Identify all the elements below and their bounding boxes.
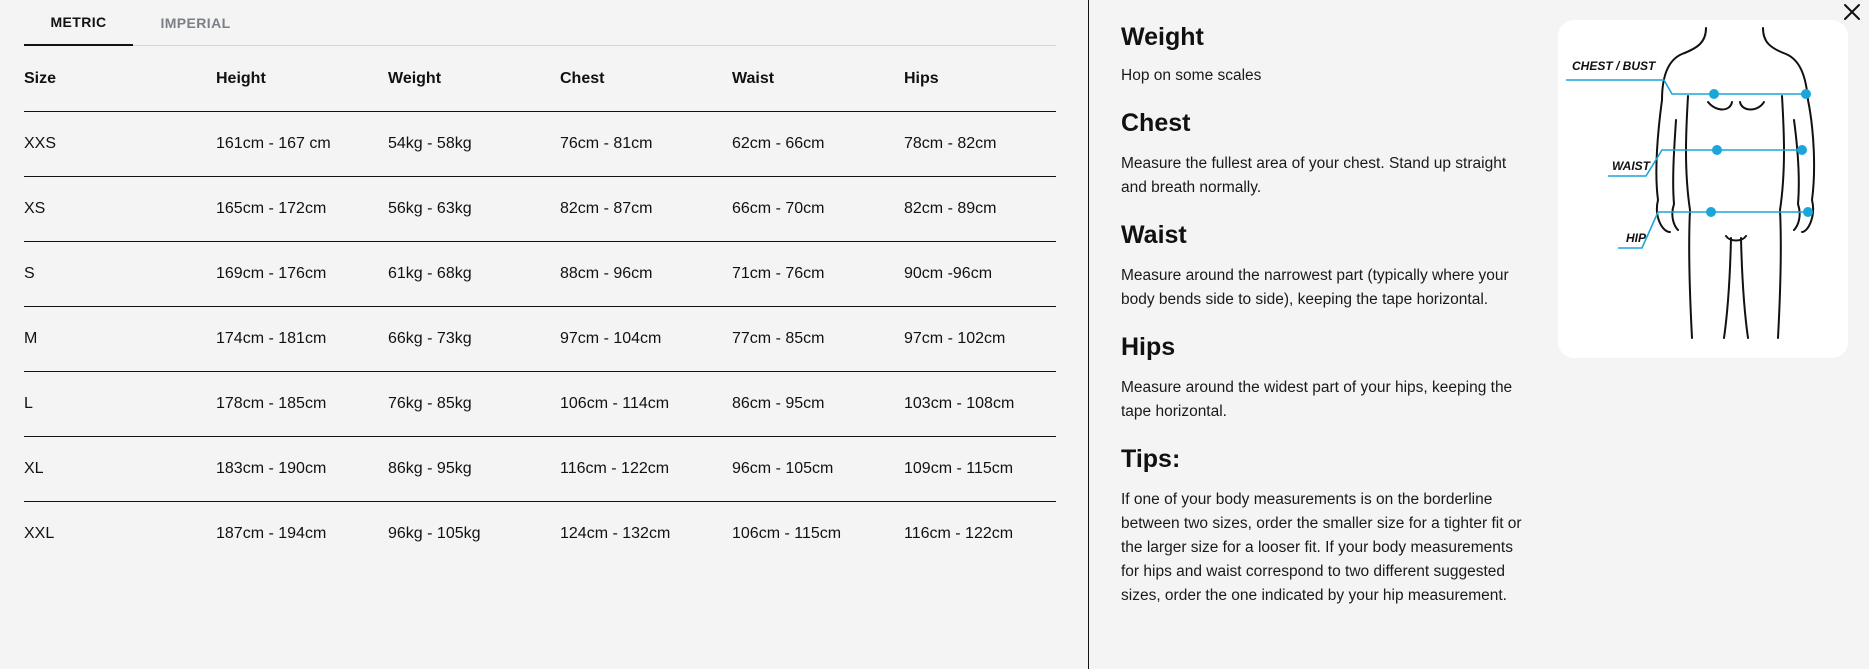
cell-hips: 116cm - 122cm bbox=[904, 525, 1014, 542]
cell-weight: 66kg - 73kg bbox=[388, 330, 472, 347]
cell-hips: 82cm - 89cm bbox=[904, 200, 997, 217]
cell-waist: 106cm - 115cm bbox=[732, 525, 842, 542]
guide-waist-section bbox=[1121, 218, 1531, 312]
panel-divider bbox=[1088, 0, 1089, 669]
cell-weight: 56kg - 63kg bbox=[388, 200, 472, 217]
cell-waist: 86cm - 95cm bbox=[732, 395, 825, 412]
cell-chest: 124cm - 132cm bbox=[560, 525, 671, 542]
cell-waist: 66cm - 70cm bbox=[732, 200, 825, 217]
body-outline-illustration bbox=[1558, 20, 1848, 358]
guide-waist-title: Waist bbox=[1121, 221, 1187, 249]
cell-size: XXS bbox=[24, 135, 57, 152]
guide-waist-text: Measure around the narrowest part (typically where your body bends side to side), keeping the tape horizontal. bbox=[1121, 267, 1509, 308]
guide-weight-text: Hop on some scales bbox=[1121, 67, 1262, 84]
close-icon bbox=[1840, 0, 1864, 24]
tab-metric[interactable]: METRIC bbox=[24, 0, 133, 46]
guide-chest-section bbox=[1121, 106, 1531, 200]
table-row bbox=[24, 372, 1056, 437]
cell-chest: 76cm - 81cm bbox=[560, 135, 653, 152]
guide-hips-title: Hips bbox=[1121, 333, 1176, 361]
close-button[interactable] bbox=[1840, 0, 1864, 24]
header-waist: Waist bbox=[732, 69, 775, 87]
cell-weight: 96kg - 105kg bbox=[388, 525, 481, 542]
header-chest: Chest bbox=[560, 69, 605, 87]
guide-hips-text: Measure around the widest part of your hips, keeping the tape horizontal. bbox=[1121, 379, 1513, 420]
guide-weight-title: Weight bbox=[1121, 23, 1204, 51]
header-hips: Hips bbox=[904, 69, 939, 87]
cell-weight: 61kg - 68kg bbox=[388, 265, 472, 282]
guide-tips-text: If one of your body measurements is on the borderline between two sizes, order the smaller size for a tighter fit or the larger size for a looser fit. If your body measurements for hips and waist correspond to two different suggested sizes, order the one indicated by your hip measurement. bbox=[1121, 491, 1522, 604]
table-row bbox=[24, 502, 1056, 566]
header-weight: Weight bbox=[388, 69, 442, 87]
cell-size: M bbox=[24, 330, 38, 347]
cell-chest: 97cm - 104cm bbox=[560, 330, 662, 347]
cell-hips: 109cm - 115cm bbox=[904, 460, 1014, 477]
cell-height: 161cm - 167 cm bbox=[216, 135, 331, 152]
cell-hips: 97cm - 102cm bbox=[904, 330, 1006, 347]
cell-height: 174cm - 181cm bbox=[216, 330, 327, 347]
cell-waist: 62cm - 66cm bbox=[732, 135, 825, 152]
guide-hips-section bbox=[1121, 330, 1531, 424]
cell-chest: 116cm - 122cm bbox=[560, 460, 670, 477]
table-row bbox=[24, 112, 1056, 177]
cell-weight: 54kg - 58kg bbox=[388, 135, 472, 152]
header-size: Size bbox=[24, 69, 57, 87]
size-table bbox=[24, 46, 1056, 566]
cell-height: 169cm - 176cm bbox=[216, 265, 327, 282]
cell-chest: 82cm - 87cm bbox=[560, 200, 653, 217]
chest-bust-label: CHEST / BUST bbox=[1572, 59, 1656, 73]
cell-chest: 106cm - 114cm bbox=[560, 395, 670, 412]
tab-imperial[interactable]: IMPERIAL bbox=[160, 14, 231, 31]
guide-chest-title: Chest bbox=[1121, 109, 1191, 137]
cell-chest: 88cm - 96cm bbox=[560, 265, 653, 282]
cell-size: L bbox=[24, 395, 33, 412]
cell-waist: 96cm - 105cm bbox=[732, 460, 834, 477]
size-chart-panel bbox=[24, 0, 1056, 566]
cell-height: 187cm - 194cm bbox=[216, 525, 327, 542]
cell-size: XXL bbox=[24, 525, 55, 542]
cell-hips: 103cm - 108cm bbox=[904, 395, 1015, 412]
header-height: Height bbox=[216, 69, 266, 87]
waist-label: WAIST bbox=[1612, 159, 1650, 173]
cell-size: XS bbox=[24, 200, 46, 217]
table-header-row bbox=[24, 46, 1056, 112]
guide-tips-section bbox=[1121, 442, 1531, 608]
table-row bbox=[24, 242, 1056, 307]
cell-waist: 77cm - 85cm bbox=[732, 330, 825, 347]
table-row bbox=[24, 307, 1056, 372]
cell-size: XL bbox=[24, 460, 44, 477]
cell-weight: 86kg - 95kg bbox=[388, 460, 472, 477]
unit-tabs bbox=[24, 0, 1056, 46]
table-row bbox=[24, 437, 1056, 502]
cell-hips: 78cm - 82cm bbox=[904, 135, 997, 152]
guide-chest-text: Measure the fullest area of your chest. Stand up straight and breath normally. bbox=[1121, 155, 1507, 196]
cell-weight: 76kg - 85kg bbox=[388, 395, 472, 412]
cell-size: S bbox=[24, 265, 35, 282]
body-measurement-figure bbox=[1558, 20, 1848, 358]
guide-tips-title: Tips: bbox=[1121, 445, 1181, 473]
cell-height: 165cm - 172cm bbox=[216, 200, 327, 217]
cell-height: 178cm - 185cm bbox=[216, 395, 327, 412]
cell-waist: 71cm - 76cm bbox=[732, 265, 825, 282]
hip-label: HIP bbox=[1626, 231, 1647, 245]
cell-hips: 90cm -96cm bbox=[904, 265, 993, 282]
measuring-guide bbox=[1121, 20, 1531, 608]
table-row bbox=[24, 177, 1056, 242]
cell-height: 183cm - 190cm bbox=[216, 460, 327, 477]
